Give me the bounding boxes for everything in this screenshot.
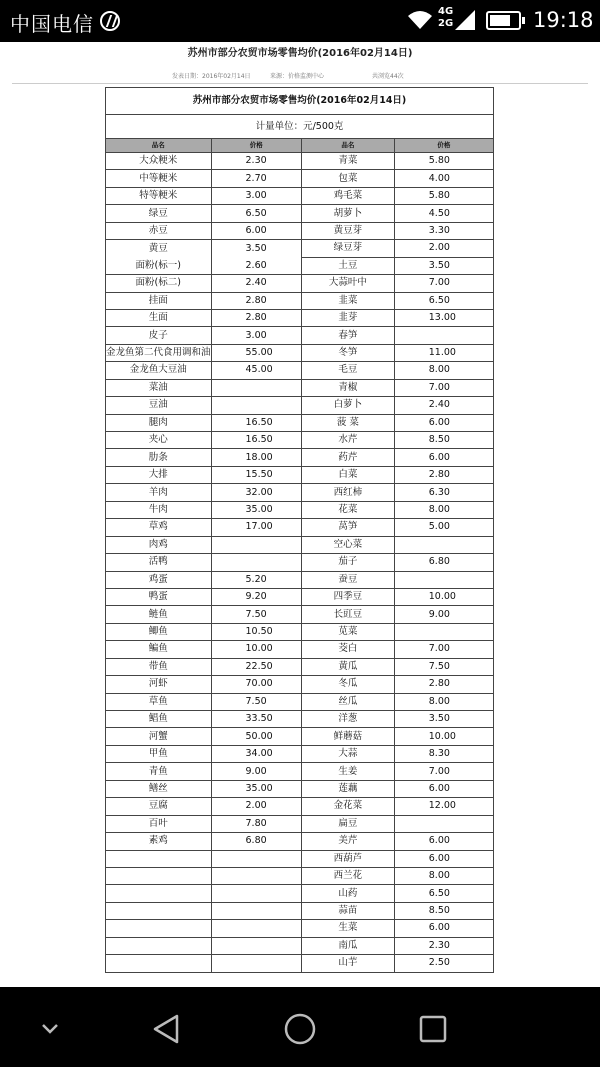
item-price-cell: 2.30 xyxy=(394,937,493,954)
table-row xyxy=(106,780,494,797)
table-row xyxy=(106,728,494,745)
item-name-cell: 黄瓜 xyxy=(301,658,394,675)
item-price-cell xyxy=(211,850,301,867)
item-name-cell: 菠 菜 xyxy=(301,414,394,431)
item-price-cell: 17.00 xyxy=(211,519,301,536)
item-name-cell: 鳝丝 xyxy=(106,780,212,797)
table-row xyxy=(106,676,494,693)
item-name-cell: 土豆 xyxy=(301,257,394,274)
item-price-cell: 13.00 xyxy=(394,309,493,326)
header-name-2: 品名 xyxy=(301,139,394,153)
item-price-cell: 2.40 xyxy=(211,275,301,292)
item-price-cell: 3.00 xyxy=(211,187,301,204)
item-price-cell: 6.80 xyxy=(394,554,493,571)
item-price-cell: 7.00 xyxy=(394,641,493,658)
item-name-cell: 鲜蘑菇 xyxy=(301,728,394,745)
item-name-cell xyxy=(106,920,212,937)
item-price-cell: 35.00 xyxy=(211,780,301,797)
item-name-cell: 丝瓜 xyxy=(301,693,394,710)
item-price-cell: 8.50 xyxy=(394,432,493,449)
carrier-name: 中国电信 xyxy=(10,12,94,36)
table-row xyxy=(106,362,494,379)
table-row xyxy=(106,222,494,239)
item-name-cell: 大蒜 xyxy=(301,745,394,762)
item-price-cell: 10.00 xyxy=(394,728,493,745)
table-row xyxy=(106,885,494,902)
table-row xyxy=(106,240,494,257)
item-price-cell: 8.00 xyxy=(394,867,493,884)
item-price-cell: 6.50 xyxy=(394,292,493,309)
item-price-cell: 6.00 xyxy=(394,920,493,937)
table-row xyxy=(106,641,494,658)
item-name-cell: 绿豆芽 xyxy=(301,240,394,257)
item-price-cell: 6.30 xyxy=(394,484,493,501)
item-name-cell: 山药 xyxy=(301,885,394,902)
item-name-cell: 菜油 xyxy=(106,379,212,396)
item-name-cell: 挂面 xyxy=(106,292,212,309)
item-price-cell: 2.00 xyxy=(211,798,301,815)
item-price-cell: 4.00 xyxy=(394,170,493,187)
table-row xyxy=(106,798,494,815)
item-name-cell: 肉鸡 xyxy=(106,536,212,553)
item-name-cell: 赤豆 xyxy=(106,222,212,239)
table-row xyxy=(106,902,494,919)
item-name-cell xyxy=(106,885,212,902)
table-row xyxy=(106,170,494,187)
item-name-cell: 中等粳米 xyxy=(106,170,212,187)
item-price-cell: 8.50 xyxy=(394,902,493,919)
item-price-cell: 2.50 xyxy=(394,955,493,972)
table-row xyxy=(106,920,494,937)
nfc-icon xyxy=(100,11,120,31)
item-name-cell: 羊肉 xyxy=(106,484,212,501)
item-price-cell: 32.00 xyxy=(211,484,301,501)
item-price-cell: 5.80 xyxy=(394,153,493,170)
item-price-cell: 35.00 xyxy=(211,501,301,518)
item-price-cell: 10.50 xyxy=(211,623,301,640)
item-name-cell: 冬笋 xyxy=(301,344,394,361)
item-name-cell: 西葫芦 xyxy=(301,850,394,867)
item-price-cell: 6.00 xyxy=(394,414,493,431)
item-name-cell: 长豇豆 xyxy=(301,606,394,623)
item-price-cell: 5.80 xyxy=(394,187,493,204)
web-page[interactable] xyxy=(0,42,600,987)
item-price-cell: 8.00 xyxy=(394,362,493,379)
table-row xyxy=(106,763,494,780)
item-name-cell: 面粉(标二) xyxy=(106,275,212,292)
item-price-cell: 2.80 xyxy=(394,676,493,693)
item-price-cell: 16.50 xyxy=(211,414,301,431)
item-price-cell: 2.30 xyxy=(211,153,301,170)
item-name-cell: 蒜苗 xyxy=(301,902,394,919)
item-name-cell xyxy=(106,850,212,867)
navigation-bar xyxy=(0,987,600,1067)
item-price-cell xyxy=(211,937,301,954)
item-price-cell: 8.00 xyxy=(394,693,493,710)
item-price-cell xyxy=(211,554,301,571)
item-name-cell: 蚕豆 xyxy=(301,571,394,588)
item-name-cell: 苋菜 xyxy=(301,623,394,640)
item-price-cell: 9.20 xyxy=(211,588,301,605)
item-price-cell: 6.00 xyxy=(394,833,493,850)
table-row xyxy=(106,153,494,170)
table-row xyxy=(106,187,494,204)
item-price-cell: 45.00 xyxy=(211,362,301,379)
item-price-cell: 9.00 xyxy=(394,606,493,623)
header-row xyxy=(106,139,494,153)
item-price-cell: 7.50 xyxy=(211,693,301,710)
item-name-cell: 春笋 xyxy=(301,327,394,344)
item-price-cell xyxy=(211,955,301,972)
item-name-cell: 西红柿 xyxy=(301,484,394,501)
table-row xyxy=(106,623,494,640)
item-name-cell xyxy=(106,867,212,884)
item-name-cell: 莴笋 xyxy=(301,519,394,536)
item-name-cell: 青菜 xyxy=(301,153,394,170)
table-row xyxy=(106,466,494,483)
item-name-cell xyxy=(106,902,212,919)
item-price-cell: 11.00 xyxy=(394,344,493,361)
item-name-cell: 西兰花 xyxy=(301,867,394,884)
item-name-cell: 山芋 xyxy=(301,955,394,972)
table-row xyxy=(106,292,494,309)
item-name-cell: 扁豆 xyxy=(301,815,394,832)
item-price-cell xyxy=(211,885,301,902)
item-name-cell: 金龙鱼大豆油 xyxy=(106,362,212,379)
item-name-cell: 牛肉 xyxy=(106,501,212,518)
item-name-cell: 百叶 xyxy=(106,815,212,832)
item-price-cell: 2.80 xyxy=(211,309,301,326)
article-title: 苏州市部分农贸市场零售均价(2016年02月14日) xyxy=(187,48,413,59)
table-row xyxy=(106,955,494,972)
item-price-cell xyxy=(394,571,493,588)
item-price-cell: 3.50 xyxy=(211,240,301,257)
item-price-cell: 4.50 xyxy=(394,205,493,222)
item-name-cell: 鸡毛菜 xyxy=(301,187,394,204)
item-price-cell: 6.00 xyxy=(211,222,301,239)
table-row xyxy=(106,693,494,710)
table-row xyxy=(106,606,494,623)
item-price-cell: 12.00 xyxy=(394,798,493,815)
item-name-cell: 洋葱 xyxy=(301,711,394,728)
item-name-cell: 包菜 xyxy=(301,170,394,187)
item-price-cell: 9.00 xyxy=(211,763,301,780)
item-price-cell: 6.00 xyxy=(394,780,493,797)
item-price-cell: 3.30 xyxy=(394,222,493,239)
article-meta xyxy=(12,66,588,84)
item-name-cell: 鳊鱼 xyxy=(106,641,212,658)
item-price-cell: 6.50 xyxy=(394,885,493,902)
table-title: 苏州市部分农贸市场零售均价(2016年02月14日) xyxy=(106,88,494,115)
item-price-cell: 2.40 xyxy=(394,397,493,414)
item-name-cell: 青椒 xyxy=(301,379,394,396)
item-price-cell: 34.00 xyxy=(211,745,301,762)
item-name-cell: 腿肉 xyxy=(106,414,212,431)
item-price-cell: 3.50 xyxy=(394,711,493,728)
item-price-cell: 50.00 xyxy=(211,728,301,745)
item-price-cell: 70.00 xyxy=(211,676,301,693)
item-name-cell: 黄豆芽 xyxy=(301,222,394,239)
table-row xyxy=(106,711,494,728)
item-name-cell: 胡萝卜 xyxy=(301,205,394,222)
item-price-cell: 3.00 xyxy=(211,327,301,344)
item-name-cell: 金龙鱼第二代食用调和油 xyxy=(106,344,212,361)
item-price-cell: 55.00 xyxy=(211,344,301,361)
item-name-cell: 鸭蛋 xyxy=(106,588,212,605)
item-price-cell: 5.00 xyxy=(394,519,493,536)
item-name-cell: 面粉(标一) xyxy=(106,257,212,274)
item-price-cell xyxy=(211,397,301,414)
item-price-cell: 8.30 xyxy=(394,745,493,762)
item-price-cell: 33.50 xyxy=(211,711,301,728)
network-type: 4G 2G xyxy=(438,6,454,29)
item-price-cell: 16.50 xyxy=(211,432,301,449)
item-name-cell: 夹心 xyxy=(106,432,212,449)
item-name-cell: 河蟹 xyxy=(106,728,212,745)
item-name-cell: 鲫鱼 xyxy=(106,623,212,640)
item-name-cell: 河虾 xyxy=(106,676,212,693)
item-price-cell: 5.20 xyxy=(211,571,301,588)
home-icon[interactable] xyxy=(282,1011,318,1047)
item-price-cell: 18.00 xyxy=(211,449,301,466)
item-price-cell: 7.00 xyxy=(394,275,493,292)
view-count: 共浏览44次 xyxy=(372,73,404,80)
item-price-cell xyxy=(394,327,493,344)
item-price-cell xyxy=(211,867,301,884)
header-price-1: 价格 xyxy=(211,139,301,153)
item-price-cell xyxy=(211,902,301,919)
table-row xyxy=(106,379,494,396)
item-name-cell: 素鸡 xyxy=(106,833,212,850)
recents-icon[interactable] xyxy=(415,1011,451,1047)
item-name-cell: 茭白 xyxy=(301,641,394,658)
item-name-cell: 四季豆 xyxy=(301,588,394,605)
item-name-cell: 生姜 xyxy=(301,763,394,780)
table-row xyxy=(106,937,494,954)
item-name-cell: 草鱼 xyxy=(106,693,212,710)
item-name-cell: 花菜 xyxy=(301,501,394,518)
item-name-cell: 毛豆 xyxy=(301,362,394,379)
item-price-cell: 2.70 xyxy=(211,170,301,187)
table-row xyxy=(106,815,494,832)
table-row xyxy=(106,571,494,588)
table-row xyxy=(106,833,494,850)
item-name-cell: 鲳鱼 xyxy=(106,711,212,728)
header-name-1: 品名 xyxy=(106,139,212,153)
table-row xyxy=(106,344,494,361)
item-price-cell: 2.80 xyxy=(211,292,301,309)
item-name-cell: 皮子 xyxy=(106,327,212,344)
item-price-cell: 10.00 xyxy=(394,588,493,605)
table-row xyxy=(106,309,494,326)
item-name-cell: 鲢鱼 xyxy=(106,606,212,623)
item-price-cell xyxy=(394,536,493,553)
item-price-cell: 6.50 xyxy=(211,205,301,222)
table-row xyxy=(106,554,494,571)
table-row xyxy=(106,658,494,675)
item-price-cell: 3.50 xyxy=(394,257,493,274)
table-row xyxy=(106,397,494,414)
item-price-cell: 2.00 xyxy=(394,240,493,257)
item-name-cell xyxy=(106,955,212,972)
item-price-cell: 8.00 xyxy=(394,501,493,518)
item-price-cell: 7.80 xyxy=(211,815,301,832)
item-name-cell: 冬瓜 xyxy=(301,676,394,693)
item-name-cell: 生菜 xyxy=(301,920,394,937)
table-row xyxy=(106,867,494,884)
item-name-cell: 白萝卜 xyxy=(301,397,394,414)
item-name-cell: 带鱼 xyxy=(106,658,212,675)
item-price-cell xyxy=(211,536,301,553)
item-name-cell: 豆腐 xyxy=(106,798,212,815)
item-name-cell: 草鸡 xyxy=(106,519,212,536)
item-name-cell: 大排 xyxy=(106,466,212,483)
table-row xyxy=(106,850,494,867)
battery-icon xyxy=(486,11,521,30)
item-name-cell: 活鸭 xyxy=(106,554,212,571)
article-source: 来源：价格监测中心 xyxy=(270,73,325,80)
item-name-cell: 肋条 xyxy=(106,449,212,466)
item-price-cell: 15.50 xyxy=(211,466,301,483)
wifi-icon xyxy=(406,9,434,31)
price-table xyxy=(105,87,494,973)
item-name-cell: 南瓜 xyxy=(301,937,394,954)
table-row xyxy=(106,501,494,518)
item-name-cell: 空心菜 xyxy=(301,536,394,553)
clock: 19:18 xyxy=(533,8,594,32)
item-price-cell: 10.00 xyxy=(211,641,301,658)
item-price-cell: 6.80 xyxy=(211,833,301,850)
item-name-cell: 生面 xyxy=(106,309,212,326)
item-name-cell: 绿豆 xyxy=(106,205,212,222)
item-name-cell: 特等粳米 xyxy=(106,187,212,204)
publish-date: 发表日期：2016年02月14日 xyxy=(172,73,251,80)
item-name-cell: 大众粳米 xyxy=(106,153,212,170)
item-name-cell: 金花菜 xyxy=(301,798,394,815)
item-name-cell: 美芹 xyxy=(301,833,394,850)
unit-label: 计量单位：元/500克 xyxy=(106,115,494,139)
item-name-cell: 大蒜叶中 xyxy=(301,275,394,292)
collapse-icon[interactable] xyxy=(32,1011,68,1047)
table-row xyxy=(106,275,494,292)
header-price-2: 价格 xyxy=(394,139,493,153)
item-price-cell: 6.00 xyxy=(394,850,493,867)
item-name-cell: 白菜 xyxy=(301,466,394,483)
status-bar xyxy=(0,0,600,42)
item-name-cell: 茄子 xyxy=(301,554,394,571)
item-name-cell: 药芹 xyxy=(301,449,394,466)
item-price-cell: 2.80 xyxy=(394,466,493,483)
item-price-cell: 6.00 xyxy=(394,449,493,466)
item-name-cell xyxy=(106,937,212,954)
table-row xyxy=(106,536,494,553)
back-icon[interactable] xyxy=(149,1011,185,1047)
item-name-cell: 韭芽 xyxy=(301,309,394,326)
table-row xyxy=(106,327,494,344)
table-row xyxy=(106,449,494,466)
signal-icon xyxy=(455,10,475,30)
item-price-cell xyxy=(394,815,493,832)
item-name-cell: 青鱼 xyxy=(106,763,212,780)
item-price-cell: 7.00 xyxy=(394,763,493,780)
item-price-cell xyxy=(211,920,301,937)
table-row xyxy=(106,484,494,501)
item-name-cell: 莲藕 xyxy=(301,780,394,797)
item-price-cell: 7.00 xyxy=(394,379,493,396)
item-price-cell xyxy=(394,623,493,640)
item-name-cell: 甲鱼 xyxy=(106,745,212,762)
item-name-cell: 水芹 xyxy=(301,432,394,449)
table-row xyxy=(106,414,494,431)
item-price-cell xyxy=(211,379,301,396)
item-name-cell: 韭菜 xyxy=(301,292,394,309)
item-name-cell: 鸡蛋 xyxy=(106,571,212,588)
table-row xyxy=(106,745,494,762)
table-row xyxy=(106,519,494,536)
item-name-cell: 豆油 xyxy=(106,397,212,414)
item-price-cell: 7.50 xyxy=(211,606,301,623)
table-row xyxy=(106,257,494,274)
item-price-cell: 2.60 xyxy=(211,257,301,274)
table-row xyxy=(106,432,494,449)
item-price-cell: 7.50 xyxy=(394,658,493,675)
item-price-cell: 22.50 xyxy=(211,658,301,675)
table-row xyxy=(106,205,494,222)
item-name-cell: 黄豆 xyxy=(106,240,212,257)
table-row xyxy=(106,588,494,605)
